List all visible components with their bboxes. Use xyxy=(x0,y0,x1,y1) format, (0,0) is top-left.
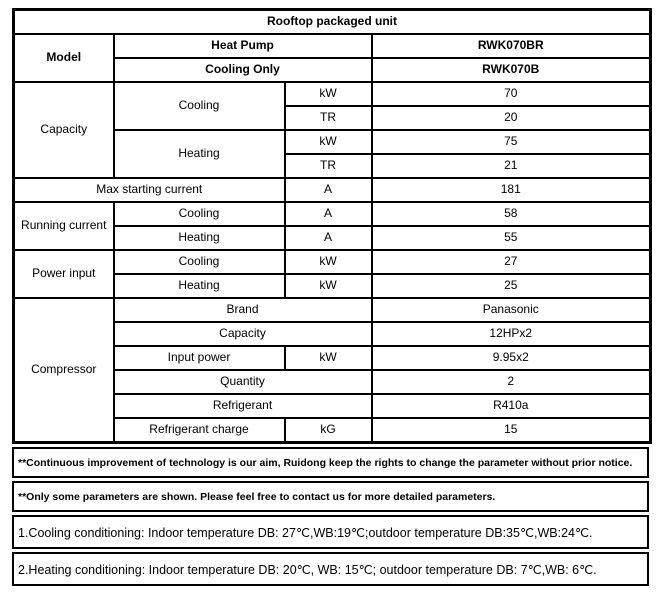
compressor-brand-label-cell: Brand xyxy=(114,298,372,322)
power-input-heating-value-cell: 25 xyxy=(372,274,651,298)
capacity-heating-kw-unit-cell: kW xyxy=(285,130,372,154)
spec-table xyxy=(12,8,652,444)
running-current-cooling-label-cell: Cooling xyxy=(114,202,285,226)
running-current-heating-label-cell: Heating xyxy=(114,226,285,250)
max-starting-current-value-cell: 181 xyxy=(372,178,651,202)
compressor-refrigerant-charge-value-cell: 15 xyxy=(372,418,651,443)
heat-pump-label-cell: Heat Pump xyxy=(114,34,372,58)
note-heating-conditioning xyxy=(12,552,649,586)
running-current-cooling-value-cell: 58 xyxy=(372,202,651,226)
compressor-input-power-unit-cell: kW xyxy=(285,346,372,370)
capacity-cooling-kw-unit-cell: kW xyxy=(285,82,372,106)
compressor-quantity-label-cell: Quantity xyxy=(114,370,372,394)
max-starting-current-unit-cell: A xyxy=(285,178,372,202)
page-title: Rooftop packaged unit xyxy=(14,10,651,35)
capacity-heating-tr-value-cell: 21 xyxy=(372,154,651,178)
power-input-heating-unit-cell: kW xyxy=(285,274,372,298)
running-current-header-cell: Running current xyxy=(14,202,114,250)
capacity-cooling-kw-value-cell: 70 xyxy=(372,82,651,106)
max-starting-current-row xyxy=(14,178,651,202)
cooling-only-model-cell: RWK070B xyxy=(372,58,651,82)
note-cooling-conditioning xyxy=(12,515,649,549)
capacity-heating-kw-value-cell: 75 xyxy=(372,130,651,154)
power-input-header-cell: Power input xyxy=(14,250,114,298)
power-input-cooling-unit-cell: kW xyxy=(285,250,372,274)
compressor-header-cell: Compressor xyxy=(14,298,114,443)
compressor-refrigerant-charge-unit-cell: kG xyxy=(285,418,372,443)
model-header-cell: Model xyxy=(14,34,114,82)
running-current-cooling-row xyxy=(14,202,651,226)
power-input-cooling-value-cell: 27 xyxy=(372,250,651,274)
capacity-cooling-label-cell: Cooling xyxy=(114,82,285,130)
compressor-quantity-value-cell: 2 xyxy=(372,370,651,394)
power-input-heating-label-cell: Heating xyxy=(114,274,285,298)
capacity-cooling-tr-unit-cell: TR xyxy=(285,106,372,130)
note-text: **Continuous improvement of technology is our aim, Ruidong keep the rights to change the parameter without prior notice. xyxy=(18,456,633,469)
compressor-brand-value-cell: Panasonic xyxy=(372,298,651,322)
capacity-cooling-tr-value-cell: 20 xyxy=(372,106,651,130)
running-current-heating-value-cell: 55 xyxy=(372,226,651,250)
note-text: **Only some parameters are shown. Please feel free to contact us for more detailed parameters. xyxy=(18,490,496,503)
compressor-capacity-label-cell: Capacity xyxy=(114,322,372,346)
capacity-cooling-kw-row xyxy=(14,82,651,106)
max-starting-current-label-cell: Max starting current xyxy=(14,178,285,202)
running-current-cooling-unit-cell: A xyxy=(285,202,372,226)
power-input-cooling-row xyxy=(14,250,651,274)
running-current-heating-unit-cell: A xyxy=(285,226,372,250)
model-heat-pump-row xyxy=(14,34,651,58)
note-text: 2.Heating conditioning: Indoor temperature DB: 20℃, WB: 15℃; outdoor temperature DB: 7℃,WB: 6℃. xyxy=(18,562,597,577)
compressor-capacity-value-cell: 12HPx2 xyxy=(372,322,651,346)
footnotes xyxy=(12,447,649,586)
compressor-refrigerant-charge-label-cell: Refrigerant charge xyxy=(114,418,285,443)
capacity-heating-label-cell: Heating xyxy=(114,130,285,178)
power-input-cooling-label-cell: Cooling xyxy=(114,250,285,274)
compressor-input-power-label-cell: Input power xyxy=(114,346,285,370)
spec-sheet xyxy=(12,8,649,586)
note-continuous-improvement xyxy=(12,447,649,478)
cooling-only-label-cell: Cooling Only xyxy=(114,58,372,82)
title-row xyxy=(14,10,651,35)
compressor-brand-row xyxy=(14,298,651,322)
capacity-heating-tr-unit-cell: TR xyxy=(285,154,372,178)
compressor-refrigerant-label-cell: Refrigerant xyxy=(114,394,372,418)
compressor-input-power-value-cell: 9.95x2 xyxy=(372,346,651,370)
heat-pump-model-cell: RWK070BR xyxy=(372,34,651,58)
compressor-refrigerant-value-cell: R410a xyxy=(372,394,651,418)
note-text: 1.Cooling conditioning: Indoor temperature DB: 27℃,WB:19℃;outdoor temperature DB:35℃,WB:24℃. xyxy=(18,525,593,540)
note-only-some-parameters xyxy=(12,481,649,512)
capacity-header-cell: Capacity xyxy=(14,82,114,178)
